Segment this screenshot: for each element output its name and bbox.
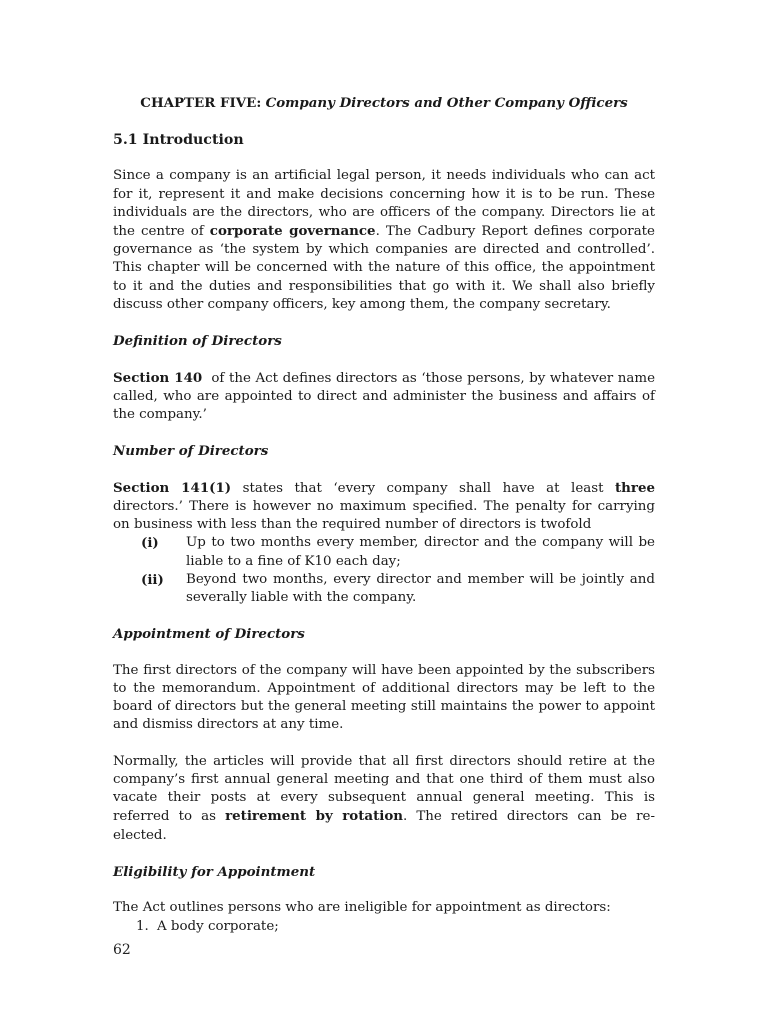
intro-text-1: Since a company is an artificial legal person, it needs individuals who can act for it, represent it and make decisions concerning how it is to be run. These individuals are the directors, who are officers of the company. Directors lie at the centre of: [113, 168, 655, 240]
list-item: [113, 571, 655, 607]
appointment-bold-term: retirement by rotation: [225, 808, 404, 825]
chapter-title: [113, 94, 655, 113]
appointment-heading: Appointment of Directors: [113, 626, 305, 643]
definition-text: of the Act defines directors as ‘those persons, by whatever name called, who are appointed to direct and administer the business and affairs of the company.’: [113, 370, 660, 423]
list-marker: (ii): [141, 571, 164, 588]
definition-section-ref: Section 140: [113, 369, 203, 386]
number-section-ref: Section 141(1): [113, 479, 232, 496]
list-item: [113, 918, 655, 936]
definition-heading: Definition of Directors: [113, 333, 282, 350]
section-heading: 5.1 Introduction: [113, 132, 244, 149]
chapter-label: CHAPTER FIVE:: [140, 95, 262, 111]
definition-paragraph: [113, 369, 660, 425]
number-paragraph: [113, 479, 655, 535]
intro-bold-term: corporate governance: [209, 223, 376, 240]
chapter-subtitle: Company Directors and Other Company Officers: [265, 95, 628, 111]
list-marker: (i): [141, 535, 159, 552]
appointment-paragraph-2: [113, 753, 655, 845]
number-text-1: states that ‘every company shall have at least: [231, 480, 615, 496]
page-number: 62: [113, 942, 131, 958]
list-item-text: A body corporate;: [157, 918, 279, 934]
ineligible-list: [113, 918, 655, 936]
number-text-2: directors.’ There is however no maximum specified. The penalty for carrying on business with less than the required number of directors is twofold: [113, 499, 655, 533]
appointment-paragraph-1: The first directors of the company will have been appointed by the subscribers to the memorandum. Appointment of additional directors may be left to the board of directors but the general meeting still maintains the power to appoint and dismiss directors at any time.: [113, 662, 655, 733]
eligibility-intro: The Act outlines persons who are ineligible for appointment as directors:: [113, 900, 611, 916]
intro-paragraph: [113, 167, 655, 314]
list-item-text: Beyond two months, every director and member will be jointly and severally liable with the company.: [186, 571, 655, 606]
number-bold-three: three: [615, 479, 656, 496]
appointment-text-1: Normally, the articles will provide that all first directors should retire at the company’s first annual general meeting and that one third of them must also vacate their posts at every subsequent annual general meeting. This is referred to as: [113, 753, 655, 825]
appointment-text-2: . The retired directors can be re-elected.: [113, 809, 655, 843]
number-heading: Number of Directors: [113, 443, 269, 460]
penalty-list: [113, 534, 655, 607]
eligibility-heading: Eligibility for Appointment: [113, 864, 316, 880]
list-item: [113, 534, 655, 570]
list-marker: 1.: [136, 918, 149, 934]
document-page: [113, 94, 660, 936]
list-item-text: Up to two months every member, director and the company will be liable to a fine of K10 each day;: [186, 535, 655, 569]
intro-text-2: . The Cadbury Report defines corporate governance as ‘the system by which companies are directed and controlled’. This chapter will be concerned with the nature of this office, the appointment to it and the duties and responsibilities that go with it. We shall also briefly discuss other company officers, key among them, the company secretary.: [113, 224, 655, 312]
